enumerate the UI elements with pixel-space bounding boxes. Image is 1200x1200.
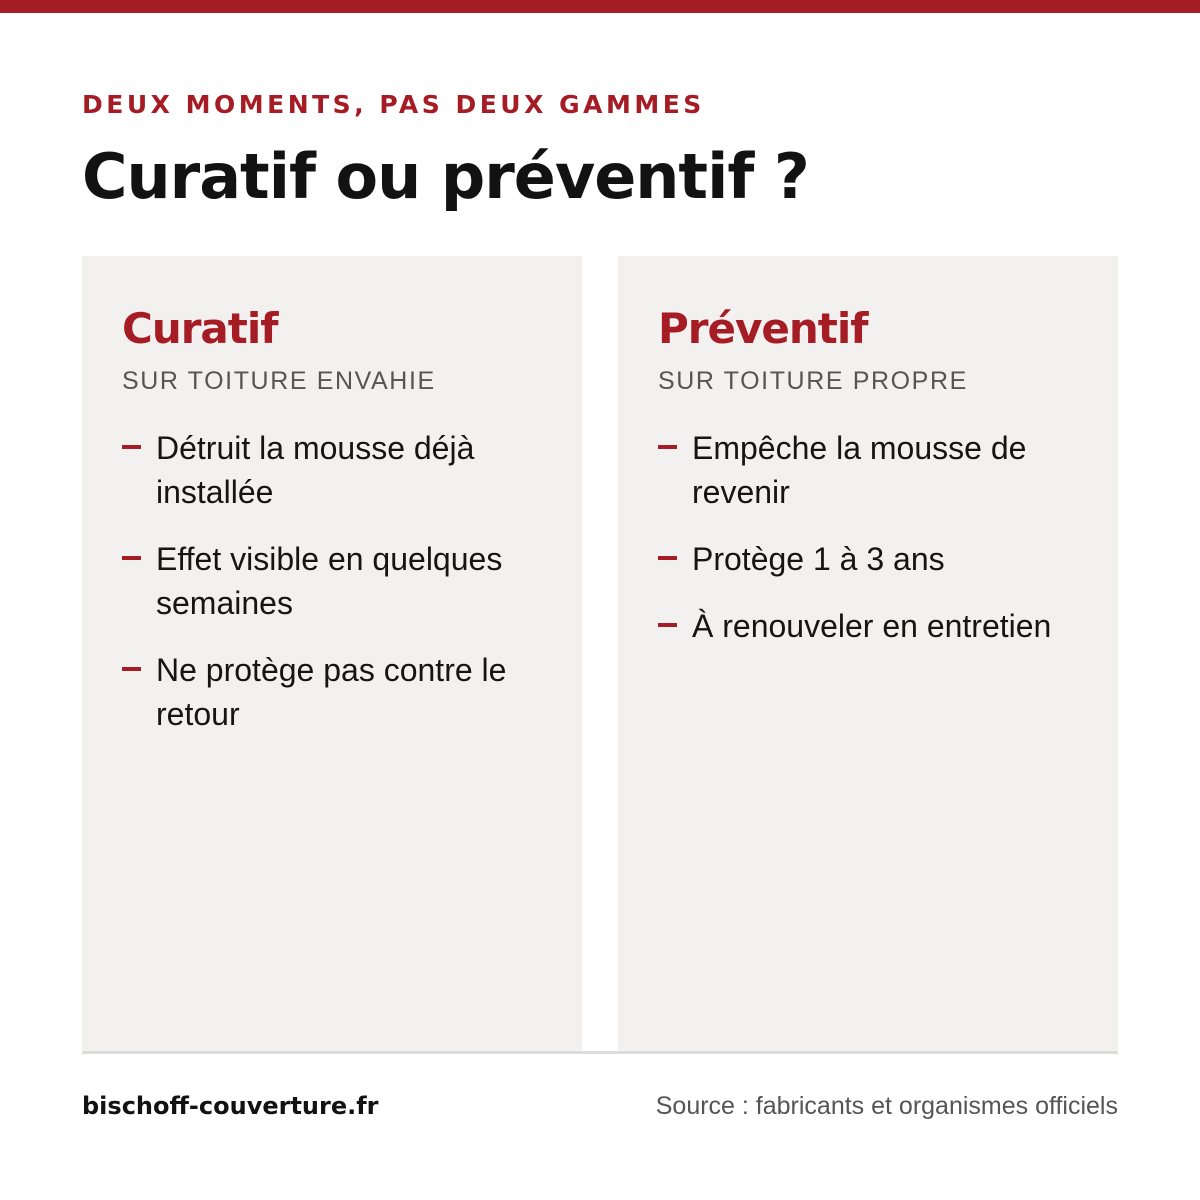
point-list xyxy=(658,426,1078,648)
dash-bullet-icon xyxy=(122,556,141,560)
list-item xyxy=(122,537,542,625)
point-text: Détruit la mousse déjà installée xyxy=(156,430,475,510)
dash-bullet-icon xyxy=(658,445,677,449)
footer-site-link[interactable]: bischoff-couverture.fr xyxy=(82,1092,379,1120)
card-curatif xyxy=(82,256,582,1051)
point-list xyxy=(122,426,542,736)
point-text: Empêche la mousse de revenir xyxy=(692,430,1027,510)
card-subtitle: SUR TOITURE ENVAHIE xyxy=(122,367,436,395)
point-text: Ne protège pas contre le retour xyxy=(156,652,507,732)
footer-source: Source : fabricants et organismes officiels xyxy=(655,1092,1118,1120)
card-heading: Préventif xyxy=(658,304,868,353)
dash-bullet-icon xyxy=(658,556,677,560)
list-item xyxy=(122,426,542,514)
card-heading: Curatif xyxy=(122,304,278,353)
card-subtitle: SUR TOITURE PROPRE xyxy=(658,367,968,395)
footer-divider xyxy=(82,1051,1118,1054)
list-item xyxy=(658,426,1078,514)
list-item xyxy=(658,537,1078,581)
list-item xyxy=(658,604,1078,648)
top-accent-bar xyxy=(0,0,1200,13)
point-text: À renouveler en entretien xyxy=(692,608,1052,644)
dash-bullet-icon xyxy=(122,445,141,449)
point-text: Effet visible en quelques semaines xyxy=(156,541,503,621)
card-preventif xyxy=(618,256,1118,1051)
list-item xyxy=(122,648,542,736)
eyebrow-label: DEUX MOMENTS, PAS DEUX GAMMES xyxy=(82,90,705,119)
dash-bullet-icon xyxy=(122,667,141,671)
page-title: Curatif ou préventif ? xyxy=(82,140,809,213)
point-text: Protège 1 à 3 ans xyxy=(692,541,945,577)
dash-bullet-icon xyxy=(658,623,677,627)
